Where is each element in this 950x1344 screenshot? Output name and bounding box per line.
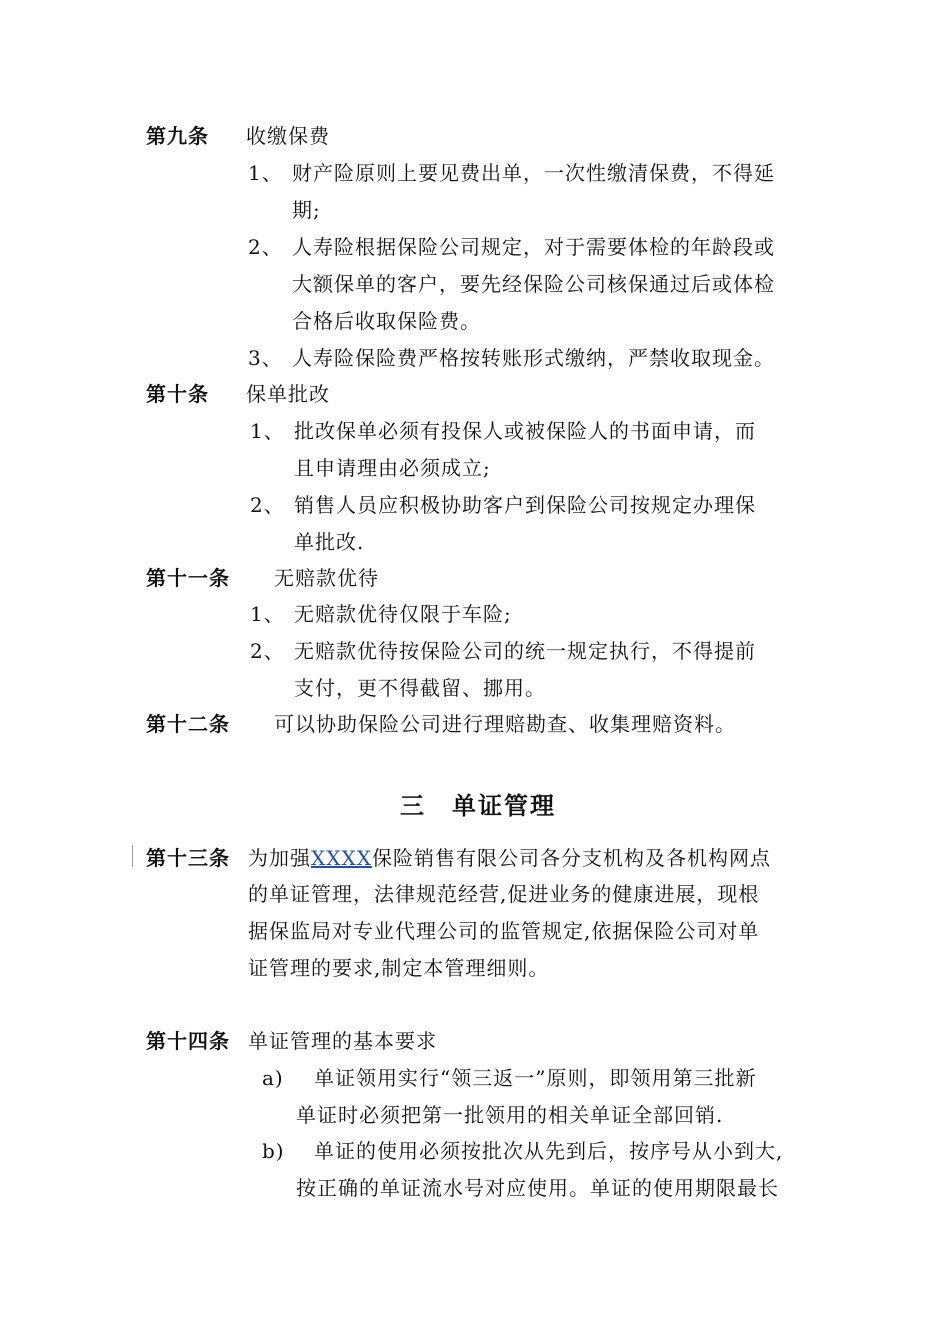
article-13-line-2: 的单证管理，法律规范经营,促进业务的健康进展，现根 [248,882,760,906]
article-13-line-4: 证管理的要求,制定本管理细则。 [248,956,550,980]
article-11-item-2-line-2: 支付，更不得截留、挪用。 [294,676,546,700]
article-9-item-2-line-2: 大额保单的客户，要先经保险公司核保通过后或体检 [292,272,775,296]
section-3-title: 三 单证管理 [400,791,556,820]
article-12-text: 可以协助保险公司进行理赔勘查、收集理赔资料。 [274,712,736,736]
article-9-item-2-line-3: 合格后收取保险费。 [292,309,481,333]
margin-mark [132,845,133,867]
article-10-item-2-line-1: 销售人员应积极协助客户到保险公司按规定办理保 [294,493,756,517]
article-14-heading: 第十四条 [146,1029,230,1053]
article-14-item-b-label: b) [262,1139,285,1163]
article-10-item-2-number: 2、 [250,493,285,517]
article-9-item-3-line-1: 人寿险保险费严格按转账形式缴纳，严禁收取现金。 [292,346,775,370]
article-11-title: 无赔款优待 [274,566,379,590]
article-9-item-2-line-1: 人寿险根据保险公司规定，对于需要体检的年龄段或 [292,235,775,259]
article-14-item-b-line-1: 单证的使用必须按批次从先到后，按序号从小到大, [314,1139,784,1163]
article-9-heading: 第九条 [146,124,209,148]
article-14-title: 单证管理的基本要求 [248,1029,437,1053]
article-9-item-1-number: 1、 [248,161,283,185]
article-14-item-a-line-1: 单证领用实行“领三返一”原则，即领用第三批新 [314,1066,757,1090]
article-9-item-1-line-1: 财产险原则上要见费出单，一次性缴清保费，不得延 [292,161,775,185]
article-11-item-2-number: 2、 [250,639,285,663]
article-13-line-1 [248,845,771,871]
article-11-item-1-line-1: 无赔款优待仅限于车险; [294,602,512,626]
article-13-line-1-suffix: 保险销售有限公司各分支机构及各机构网点 [371,846,771,870]
article-10-item-2-line-2: 单批改. [294,530,365,554]
article-14-item-a-label: a) [262,1066,284,1090]
article-10-item-1-line-2: 且申请理由必须成立; [294,456,491,480]
article-11-item-2-line-1: 无赔款优待按保险公司的统一规定执行，不得提前 [294,639,756,663]
article-13-line-3: 据保监局对专业代理公司的监管规定,依据保险公司对单 [248,919,760,943]
article-14-item-a-line-2: 单证时必须把第一批领用的相关单证全部回销. [296,1103,724,1127]
article-10-item-1-line-1: 批改保单必须有投保人或被保险人的书面申请，而 [294,419,756,443]
article-13-line-1-prefix: 为加强 [248,846,311,870]
article-9-title: 收缴保费 [246,124,330,148]
company-name-link[interactable]: XXXX [311,846,372,870]
article-11-item-1-number: 1、 [250,602,285,626]
article-14-item-b-line-2: 按正确的单证流水号对应使用。单证的使用期限最长 [296,1176,779,1200]
article-10-title: 保单批改 [246,382,330,406]
article-10-heading: 第十条 [146,382,209,406]
article-11-heading: 第十一条 [146,566,230,590]
article-9-item-1-line-2: 期; [292,198,321,222]
article-9-item-3-number: 3、 [248,346,283,370]
article-9-item-2-number: 2、 [248,235,283,259]
article-10-item-1-number: 1、 [250,419,285,443]
article-12-heading: 第十二条 [146,712,230,736]
article-13-heading: 第十三条 [146,846,230,870]
